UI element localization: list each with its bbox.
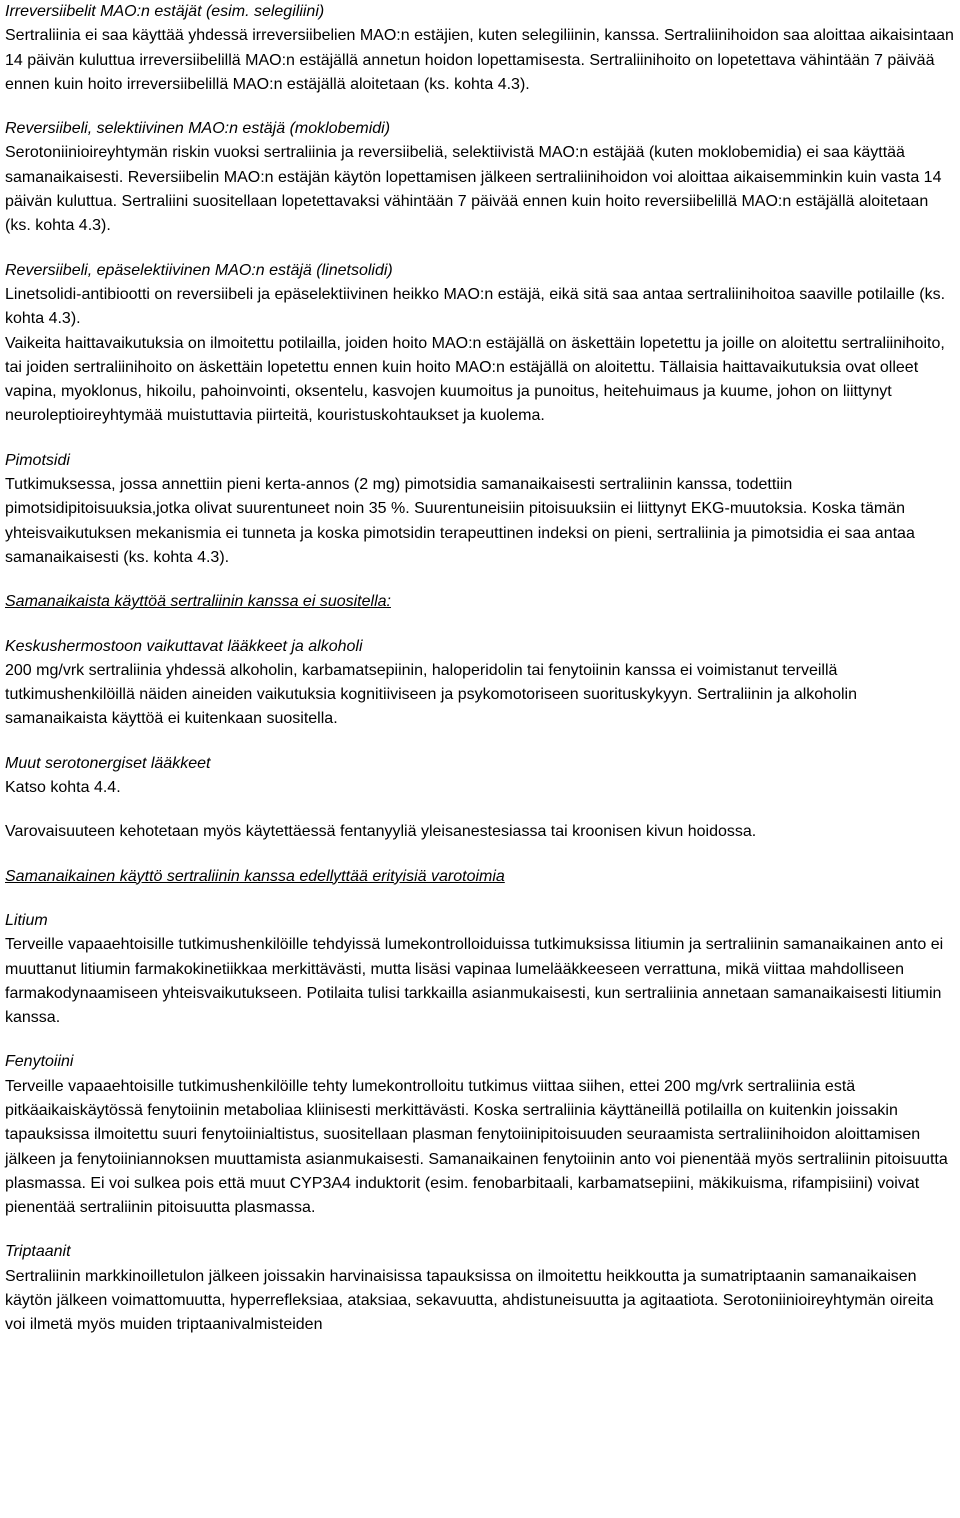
section-triptaanit xyxy=(5,1240,957,1337)
section-heading: Reversiibeli, epäselektiivinen MAO:n estäjä (linetsolidi) xyxy=(5,261,393,279)
section-text-2: Vaikeita haittavaikutuksia on ilmoitettu potilailla, joiden hoito MAO:n estäjällä on äskettäin lopetettu ja joille on aloitettu sertraliinihoito, tai joiden sertraliinihoito on äskettäin lopetettu ennen kuin hoito MAO:n estäjällä on aloitettu. Tällaisia haittavaikutuksia ovat olleet vapina, myoklonus, hikoilu, pahoinvointi, oksentelu, kasvojen kuumoitus ja punoitus, heitehuimaus ja kuume, johon on liittynyt neuroleptioireyhtymää muistuttavia piirteitä, kouristuskohtaukset ja kuolema. xyxy=(5,334,945,425)
section-reversible-nonselective-mao xyxy=(5,259,957,429)
section-text: Katso kohta 4.4. xyxy=(5,779,121,797)
section-other-serotonergic xyxy=(5,752,957,801)
section-heading: Pimotsidi xyxy=(5,451,70,469)
section-heading: Reversiibeli, selektiivinen MAO:n estäjä (moklobemidi) xyxy=(5,120,391,138)
section-heading: Irreversiibelit MAO:n estäjät (esim. selegiliini) xyxy=(5,3,325,20)
section-heading: Fenytoiini xyxy=(5,1053,74,1071)
subsection-heading-special-precautions: Samanaikainen käyttö sertraliinin kanssa edellyttää erityisiä varotoimia xyxy=(5,867,505,885)
section-heading: Muut serotonergiset lääkkeet xyxy=(5,754,211,772)
section-text: 200 mg/vrk sertraliinia yhdessä alkoholin, karbamatsepiinin, haloperidolin tai fenytoiinin kanssa ei voimistanut terveillä tutkimushenkilöillä näiden aineiden vaikutuksia kognitiiviseen ja psykomotoriseen suorituskykyyn. Sertraliinin ja alkoholin samanaikaista käyttöä ei kuitenkaan suositella. xyxy=(5,661,857,728)
section-text: Linetsolidi-antibiootti on reversiibeli ja epäselektiivinen heikko MAO:n estäjä, eikä sitä saa antaa sertraliinihoitoa saaville potilaille (ks. kohta 4.3). xyxy=(5,285,946,328)
section-text: Sertraliinia ei saa käyttää yhdessä irreversiibelien MAO:n estäjien, kuten selegiliinin, kanssa. Sertraliinihoidon saa aloittaa aikaisintaan 14 päivän kuluttua irreversiibelillä MAO:n estäjällä annetun hoidon lopettamisesta. Sertraliinihoito on lopetettava vähintään 7 päivää ennen kuin hoito irreversiibelillä MAO:n estäjällä aloitetaan (ks. kohta 4.3). xyxy=(5,27,954,93)
document-page xyxy=(5,0,957,1338)
section-text: Terveille vapaaehtoisille tutkimushenkilöille tehty lumekontrolloitu tutkimus viittaa siihen, ettei 200 mg/vrk sertraliinia estä pitkäaikaiskäytössä fenytoiinin metaboliaa kliinisesti merkittävästi. Koska sertraliinia käyttäneillä potilailla on kuitenkin joissakin tapauksissa ilmoitettu suuri fenytoiinialtistus, suositellaan plasman fenytoiinipitoisuuden seuraamista sertraliinihoidon aloittamisen jälkeen ja fenytoiiniannoksen muuttamista asianmukaisesti. Samanaikainen fenytoiinin anto voi pienentää myös sertraliinin pitoisuutta plasmassa. Ei voi sulkea pois että muut CYP3A4 induktorit (esim. fenobarbitaali, karbamatsepiini, mäkikuisma, rifampisiini) voivat pienentää sertraliinin pitoisuutta plasmassa. xyxy=(5,1077,948,1217)
section-pimotsidi xyxy=(5,449,957,570)
section-heading: Litium xyxy=(5,911,48,929)
section-text: Terveille vapaaehtoisille tutkimushenkilöille tehdyissä lumekontrolloiduissa tutkimuksissa litiumin ja sertraliinin samanaikainen anto ei muuttanut litiumin farmakokinetiikkaa merkittävästi, mutta lisäsi vapinaa lumelääkkeeseen verrattuna, mikä viittaa mahdolliseen farmakodynaamiseen yhteisvaikutukseen. Potilaita tulisi tarkkailla asianmukaisesti, kun sertraliinia annetaan samanaikaisesti litiumin kanssa. xyxy=(5,936,944,1027)
section-heading: Keskushermostoon vaikuttavat lääkkeet ja alkoholi xyxy=(5,637,363,655)
section-text: Tutkimuksessa, jossa annettiin pieni kerta-annos (2 mg) pimotsidia samanaikaisesti sertraliinin kanssa, todettiin pimotsidipitoisuuksia,jotka olivat suurentuneet noin 35 %. Suurentuneisiin pitoisuuksiin ei liittynyt EKG-muutoksia. Koska tämän yhteisvaikutuksen mekanismia ei tunneta ja koska pimotsidin terapeuttinen indeksi on pieni, sertraliinia ja pimotsidia ei saa antaa samanaikaisesti (ks. kohta 4.3). xyxy=(5,476,915,566)
section-fentanyl-text: Varovaisuuteen kehotetaan myös käytettäessä fentanyyliä yleisanestesiassa tai kroonisen kivun hoidossa. xyxy=(5,823,757,841)
section-heading: Triptaanit xyxy=(5,1243,71,1261)
subsection-heading-not-recommended: Samanaikaista käyttöä sertraliinin kanssa ei suositella: xyxy=(5,593,391,611)
section-litium xyxy=(5,909,957,1030)
section-reversible-selective-mao xyxy=(5,117,957,238)
section-fenytoiini xyxy=(5,1050,957,1220)
section-text: Sertraliinin markkinoilletulon jälkeen joissakin harvinaisissa tapauksissa on ilmoitettu heikkoutta ja sumatriptaanin samanaikaisen käytön jälkeen voimattomuutta, hyperrefleksiaa, ataksiaa, sekavuutta, ahdistuneisuutta ja agitaatiota. Serotoniinioireyhtymän oireita voi ilmetä myös muiden triptaanivalmisteiden xyxy=(5,1267,934,1334)
section-irreversible-mao xyxy=(5,0,957,97)
section-text: Serotoniinioireyhtymän riskin vuoksi sertraliinia ja reversiibeliä, selektiivistä MAO:n estäjää (kuten moklobemidia) ei saa käyttää samanaikaisesti. Reversiibelin MAO:n estäjän käytön lopettamisen jälkeen sertraliinihoidon voi aloittaa aikaisemminkin kuin vasta 14 päivän kuluttua. Sertraliini suositellaan lopetettavaksi vähintään 7 päivää ennen kuin hoito reversiibelillä MAO:n estäjällä aloitetaan (ks. kohta 4.3). xyxy=(5,144,942,235)
section-cns-alcohol xyxy=(5,635,957,732)
